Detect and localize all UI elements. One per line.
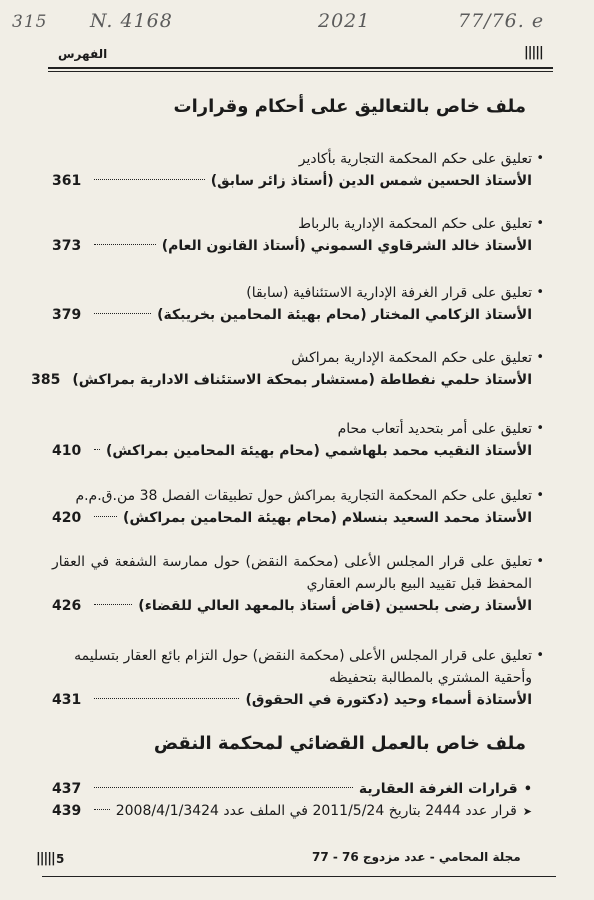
page-number: 379 — [52, 307, 82, 323]
section-title: ملف خاص بالتعاليق على أحكام وقرارات — [173, 96, 526, 117]
entry-author: الأستاذ حلمي نفطاطة (مستشار بمحكة الاستئناف الادارية بمراكش) — [72, 372, 532, 388]
dot-leader — [94, 604, 132, 605]
footer-journal-title: مجلة المحامي - عدد مزدوج 76 - 77 — [312, 850, 521, 864]
bullet-icon: • — [536, 285, 544, 300]
bullet-icon: • — [536, 554, 544, 569]
toc-entry — [52, 148, 544, 192]
entry-title: قرارات الغرفة العقارية — [358, 781, 518, 797]
dot-leader — [94, 449, 100, 450]
dot-leader — [94, 179, 205, 180]
toc-entry — [52, 282, 544, 326]
bullet-icon: • — [536, 421, 544, 436]
page-number: 410 — [52, 443, 82, 459]
entry-title: تعليق على قرار الغرفة الإدارية الاستئنافية (سابقا) — [246, 285, 532, 301]
entry-author: الأستاذ محمد السعيد بنسلام (محام بهيئة المحامين بمراكش) — [123, 510, 532, 526]
page-number: 439 — [52, 803, 82, 819]
entry-title: تعليق على حكم المحكمة التجارية بأكادير — [298, 151, 532, 167]
entry-author: الأستاذ الزكامي المختار (محام بهيئة المحامين بخريبكة) — [157, 307, 532, 323]
bullet-icon: • — [536, 216, 544, 231]
entry-author: الأستاذ خالد الشرقاوي السموني (أستاذ القانون العام) — [161, 238, 532, 254]
entry-title: تعليق على حكم المحكمة الإدارية بمراكش — [291, 350, 532, 366]
dot-leader — [94, 698, 239, 699]
entry-title: تعليق على حكم المحكمة التجارية بمراكش حول تطبيقات الفصل 38 من.ق.م.م — [75, 488, 532, 504]
entry-title-continued: المحفظ قبل تقييد البيع بالرسم العقاري — [306, 576, 532, 592]
toc-entry — [52, 645, 544, 711]
bullet-icon: • — [536, 350, 544, 365]
entry-author: الأستاذ الحسين شمس الدين (أستاذ زائر سابق) — [210, 173, 532, 189]
entry-title: تعليق على قرار المجلس الأعلى (محكمة النقض) حول التزام بائع العقار بتسليمه — [74, 648, 532, 664]
bullet-icon: • — [536, 151, 544, 166]
decorative-bars: ||||| — [36, 851, 55, 866]
dot-leader — [94, 516, 117, 517]
entry-author: الأستاذة أسماء وحيد (دكتورة في الحقوق) — [245, 692, 532, 708]
running-header-title: الفهرس — [58, 47, 108, 61]
page-number: 426 — [52, 598, 82, 614]
page-number: 431 — [52, 692, 82, 708]
entry-author: الأستاذ رضى بلحسين (قاض أستاذ بالمعهد العالي للقضاء) — [138, 598, 532, 614]
entry-title: تعليق على حكم المحكمة الإدارية بالرباط — [298, 216, 532, 232]
section-title: ملف خاص بالعمل القضائي لمحكمة النقض — [153, 733, 526, 754]
toc-entry — [52, 418, 544, 462]
toc-entry — [31, 347, 544, 391]
dot-leader — [94, 809, 110, 810]
entry-title: تعليق على قرار المجلس الأعلى (محكمة النقض) حول ممارسة الشفعة في العقار — [52, 554, 532, 570]
decorative-bars: ||||| — [524, 45, 543, 60]
entry-author: الأستاذ النقيب محمد بلهاشمي (محام بهيئة المحامين بمراكش) — [105, 443, 532, 459]
handwritten-note: 77/76. e — [458, 10, 545, 32]
toc-entry — [52, 485, 544, 529]
header-rule — [48, 67, 553, 69]
bullet-icon: • — [523, 782, 532, 797]
toc-entry — [52, 213, 544, 257]
page-number: 420 — [52, 510, 82, 526]
header-rule — [48, 71, 553, 72]
arrow-bullet-icon: ➤ — [522, 805, 532, 818]
handwritten-note: 2021 — [318, 10, 371, 32]
dot-leader — [94, 313, 151, 314]
entry-title: قرار عدد 2444 بتاريخ 2011/5/24 في الملف عدد 2008/4/1/3424 — [115, 803, 517, 819]
page-number: 437 — [52, 781, 82, 797]
toc-entry — [52, 800, 532, 822]
page-number: 361 — [52, 173, 82, 189]
entry-title-continued: وأحقية المشتري بالمطالبة بتحفيظه — [329, 670, 532, 686]
footer-page-number: 5 — [56, 852, 65, 866]
entry-title: تعليق على أمر بتحديد أتعاب محام — [337, 421, 532, 437]
bullet-icon: • — [536, 488, 544, 503]
dot-leader — [94, 244, 156, 245]
handwritten-note: 315 — [12, 12, 48, 32]
page-number: 385 — [31, 372, 61, 388]
bullet-icon: • — [536, 648, 544, 663]
dot-leader — [94, 787, 353, 788]
toc-entry — [52, 778, 532, 800]
footer-rule — [42, 876, 556, 877]
handwritten-note: N. 4168 — [90, 10, 173, 32]
toc-entry — [52, 551, 544, 617]
page-number: 373 — [52, 238, 82, 254]
